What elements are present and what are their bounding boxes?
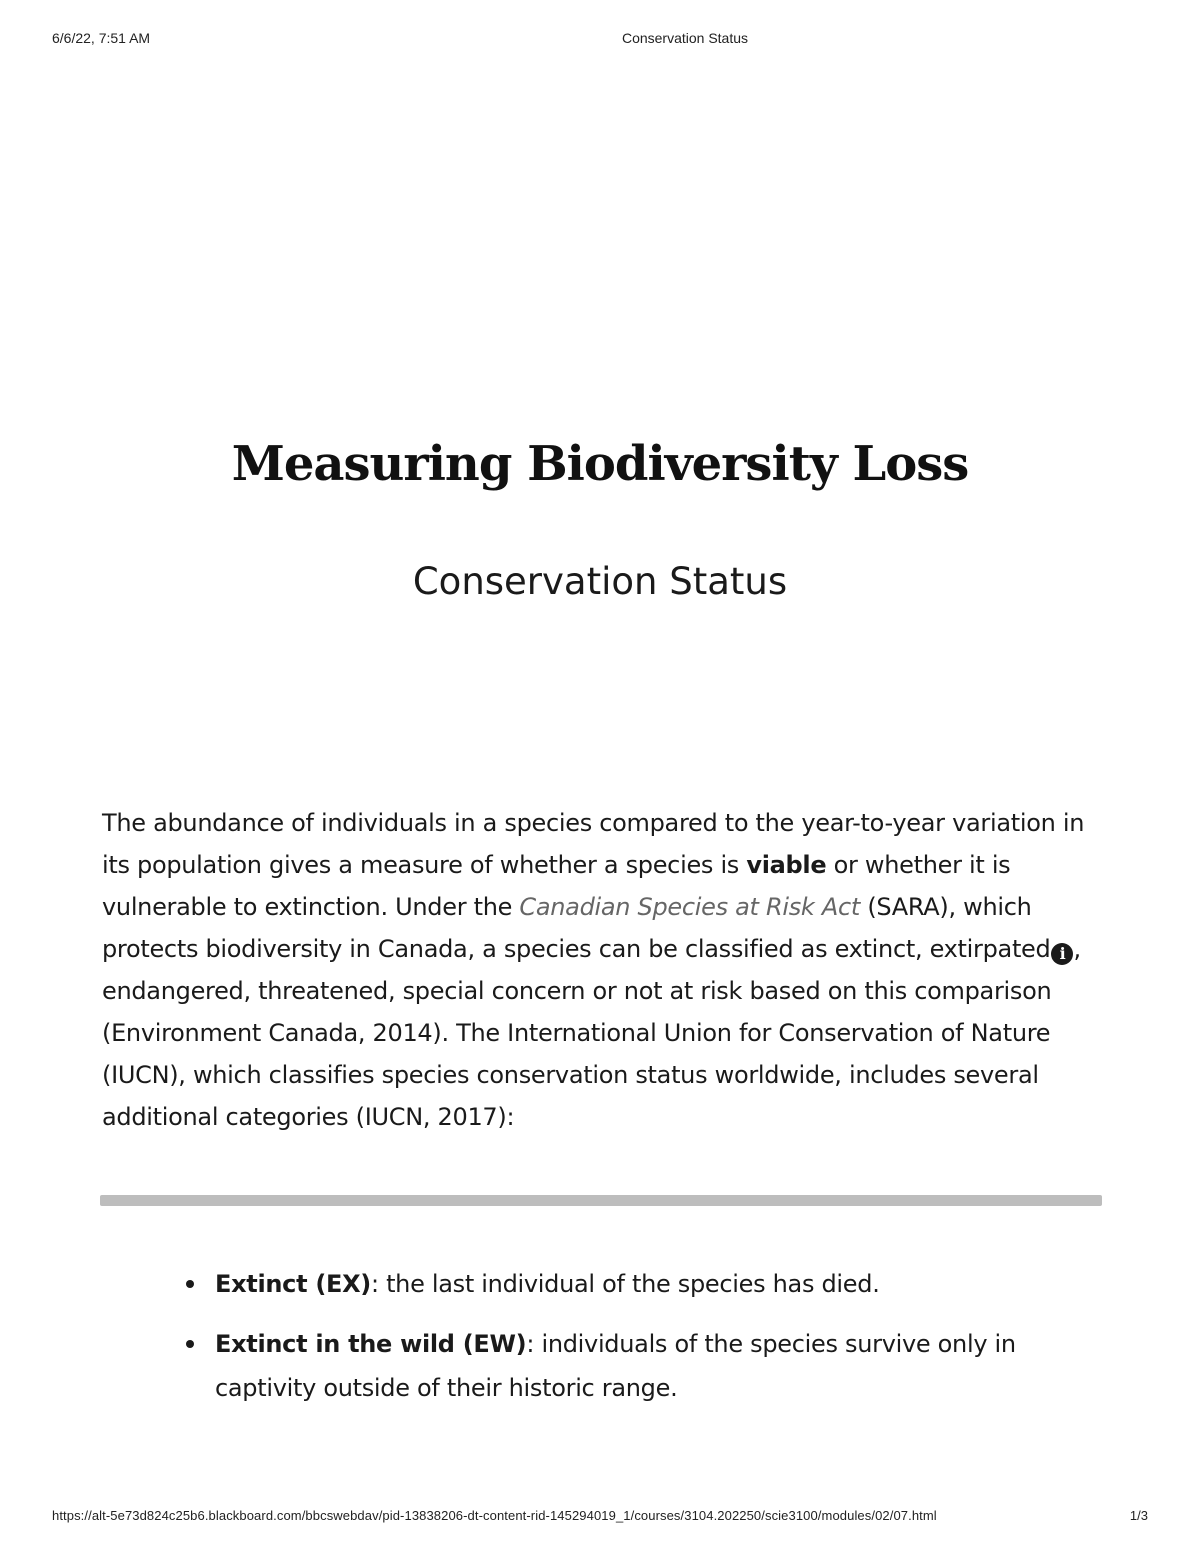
paragraph-text-2: or whether it is vulnerable to extinction. Under the: [102, 851, 1011, 921]
bullet-dot: [186, 1340, 194, 1348]
viable-term: viable: [746, 851, 827, 879]
print-doc-title: [0, 30, 1200, 46]
page-subtitle: Conservation Status: [412, 560, 788, 603]
category-list: [182, 1262, 1062, 1426]
category-definition: : individuals of the species survive only in captivity outside of their historic range.: [215, 1330, 1016, 1402]
category-definition: : the last individual of the species has died.: [370, 1270, 880, 1298]
paragraph-text-4: , endangered, threatened, special concern or not at risk based on this comparison (Environment Canada, 2014). The International Union for Conservation of Nature (IUCN), which classifies species conservation status worldwide, includes several additional categories (IUCN, 2017):: [102, 935, 1081, 1131]
print-doc-title-text: Conservation Status: [621, 30, 749, 46]
print-header: [0, 30, 1200, 50]
bullet-dot: [186, 1280, 194, 1288]
section-divider: [100, 1195, 1102, 1206]
paragraph-text-1: The abundance of individuals in a species compared to the year-to-year variation in its population gives a measure of whether a species is: [102, 809, 1085, 879]
sara-act-link[interactable]: Canadian Species at Risk Act: [519, 893, 860, 921]
paragraph-text-3: (SARA), which protects biodiversity in Canada, a species can be classified as extinct, extirpated: [102, 893, 1051, 963]
print-url: https://alt-5e73d824c25b6.blackboard.com/bbcswebdav/pid-13838206-dt-content-rid-145294019_1/courses/3104.202250/scie3100/modules/02/07.html: [52, 1508, 937, 1523]
category-term: Extinct (EX): [215, 1270, 371, 1298]
list-item: [182, 1322, 1062, 1410]
list-item: [182, 1262, 1062, 1306]
category-term: Extinct in the wild (EW): [215, 1330, 527, 1358]
print-datetime: 6/6/22, 7:51 AM: [52, 30, 151, 46]
page-title: Measuring Biodiversity Loss: [231, 436, 969, 492]
page-number: 1/3: [1129, 1508, 1148, 1523]
intro-paragraph: [102, 802, 1112, 1138]
info-circle-icon[interactable]: i: [1051, 943, 1073, 965]
print-footer: [0, 1508, 1200, 1528]
